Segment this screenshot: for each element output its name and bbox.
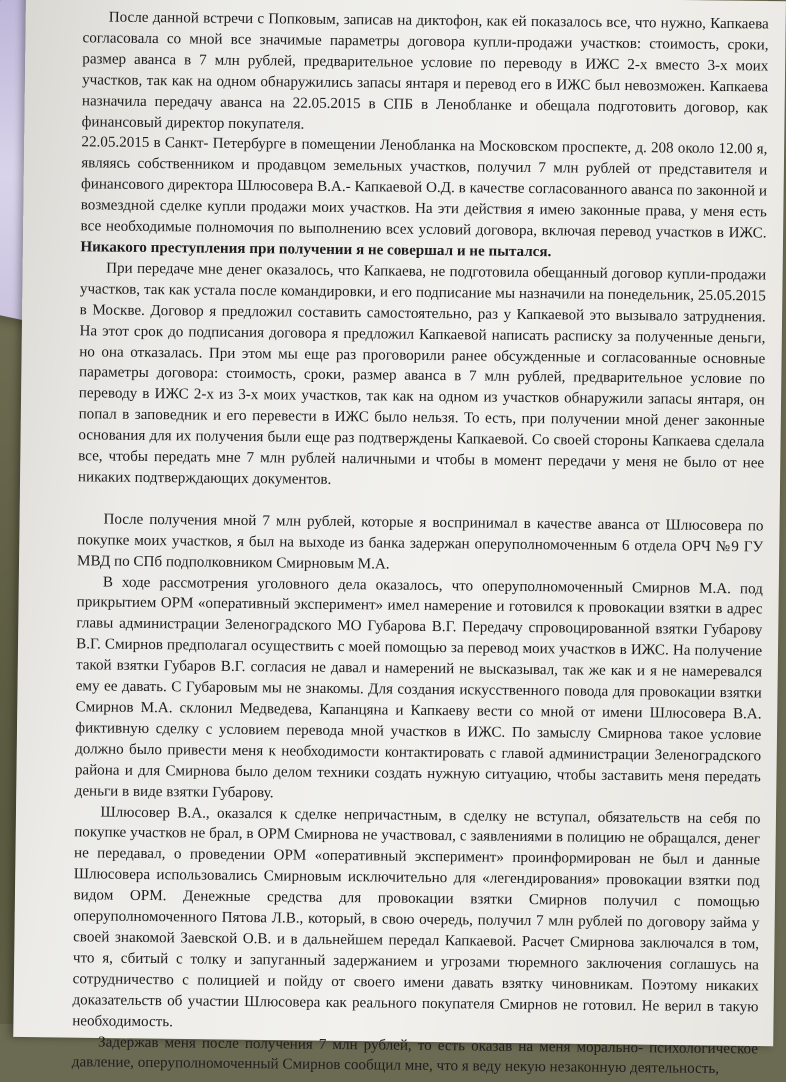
paragraph-4-text: После получения мной 7 млн рублей, которые я воспринимал в качестве аванса от Шлюсовера по покупке моих участков, я был на выходе из банка задержан оперуполномоченным 6 отдела ОРЧ №9 ГУ МВД по СПб подполковником Смирновым М.А. bbox=[77, 511, 768, 573]
paragraph-2-bold-text: Никакого преступления при получении я не совершал и не пытался. bbox=[80, 239, 552, 261]
paragraph-7 bbox=[71, 1032, 762, 1081]
paragraph-6-text: Шлюсовер В.А., оказался к сделке непричастным, в сделку не вступал, обязательств на себя по покупке участков не брал, в ОРМ Смирнова не участвовал, с заявлениями в полицию не обращался, денег не передавал, о проведении ОРМ «оперативный эксперимент» проинформирован не был и данные Шлюсовера использовались Смирновым исключительно для «легендирования» провокации взятки под видом ОРМ. Денежные средства для провокации взятки Смирнов получил с помощью оперуполномоченного Пятова Л.В., который, в свою очередь, получил 7 млн рублей по договору займа у своей знакомой Заевской О.В. и в дальнейшем передал Капкаевой. Расчет Смирнова заключался в том, что я, сбитый с толку и запуганный задержанием и угрозами тюремного заключения соглашусь на сотрудничество с полицией и пойду от своего имени давать взятку чиновникам. Поэтому никаких доказательств об участии Шлюсовера как реального покупателя Смирнов не готовил. Не верил в такую необходимость. bbox=[72, 804, 765, 1030]
paragraph-4 bbox=[77, 509, 768, 579]
paragraph-5 bbox=[74, 572, 767, 809]
paragraph-5-text: В ходе рассмотрения уголовного дела оказалось, что оперуполномоченный Смирнов М.А. под прикрытием ОРМ «оперативный эксперимент» имел намерение и готовился к провокации взятки в адрес главы администрации Зеленоградского МО Губарова В.Г. Передачу спровоцированной взятки Губарову В.Г. Смирнов предполагал осуществить с моей помощью за перевод моих участков в ИЖС. На получение такой взятки Губаров В.Г. согласия не давал и намерений не высказывал, так же как и я не намеревался ему ее давать. С Губаровым мы не знакомы. Для создания искусственного повода для провокации взятки Смирнов М.А. склонил Медведева, Капанцяна и Капкаеву вести со мной от имени Шлюсовера В.А. фиктивную сделку с условием перевода мной участков в ИЖС. По замыслу Смирнова такое условие должно было привести меня к необходимости контактировать с главой администрации Зеленоградского района и для Смирнова было делом техники создать нужную ситуацию, чтобы заставить меня передать деньги в виде взятки Губарову. bbox=[74, 574, 767, 801]
paragraph-3 bbox=[77, 258, 774, 495]
paragraph-6 bbox=[72, 802, 765, 1039]
paragraph-3-text: При передаче мне денег оказалось, что Капкаева, не подготовила обещанный договор купли-продажи участков, так как устала после командировки, и его подписание мы назначили на понедельник, 25.05.2015 в Москве. Договор я предложил составить самостоятельно, раз у Капкаевой это вызывало затруднения. На этот срок до подписания договора я предложил Капкаевой написать расписку за полученные деньги, но она отказалась. При этом мы еще раз проговорили ранее обсужденные и согласованные основные параметры договора: стоимость, сроки, размер аванса в 7 млн рублей, предварительное условие по переводу в ИЖС 2-х из 3-х моих участков, так как на одном из участков обнаружили запасы янтаря, он попал в заповедник и его перевести в ИЖС было нельзя. То есть, при получении мной денег законные основания для их получения были еще раз подтверждены Капкаевой. Со своей стороны Капкаева сделала все, чтобы передать мне 7 млн рублей наличными и чтобы в момент передачи у меня не было от нее никаких подтверждающих документов. bbox=[77, 260, 774, 488]
paragraph-7-text: Задержав меня после получения 7 млн рублей, то есть оказав на меня морально- психологическое давление, оперуполномоченный Смирнов сообщил мне, что я веду некую незаконную деятельность, bbox=[71, 1034, 762, 1078]
paragraph-1 bbox=[81, 7, 773, 140]
paragraph-2 bbox=[80, 133, 772, 266]
paragraph-2-text: 22.05.2015 в Санкт- Петербурге в помещении Ленобланка на Московском проспекте, д. 208 около 12.00 я, являясь собственником и продавцом земельных участков, получил 7 млн рублей от представителя и финансового директора Шлюсовера В.А.- Капкаевой О.Д. в качестве согласованного аванса по законной и возмездной сделке купли продажи моих участков. На эти действия я имею законные права, у меня есть все необходимые полномочия по выполнению всех условий договора, включая перевод участков в ИЖС. bbox=[80, 134, 772, 242]
paragraph-1-text: После данной встречи с Попковым, записав на диктофон, как ей показалось все, что нужно, Капкаева согласовала со мной все значимые параметры договора купли-продажи участков: стоимость, сроки, размер аванса в 7 млн рублей, предварительное условие по переводу в ИЖС 2-х вместо 3-х моих участков, так как на одном обнаружились запасы янтаря и перевод его в ИЖС был невозможен. Капкаева назначила передачу аванса на 22.05.2015 в СПБ в Ленобланке и обещала подготовить договор, как финансовый директор покупателя. bbox=[81, 9, 773, 133]
document-page bbox=[13, 0, 786, 1078]
document-text bbox=[71, 7, 774, 1080]
